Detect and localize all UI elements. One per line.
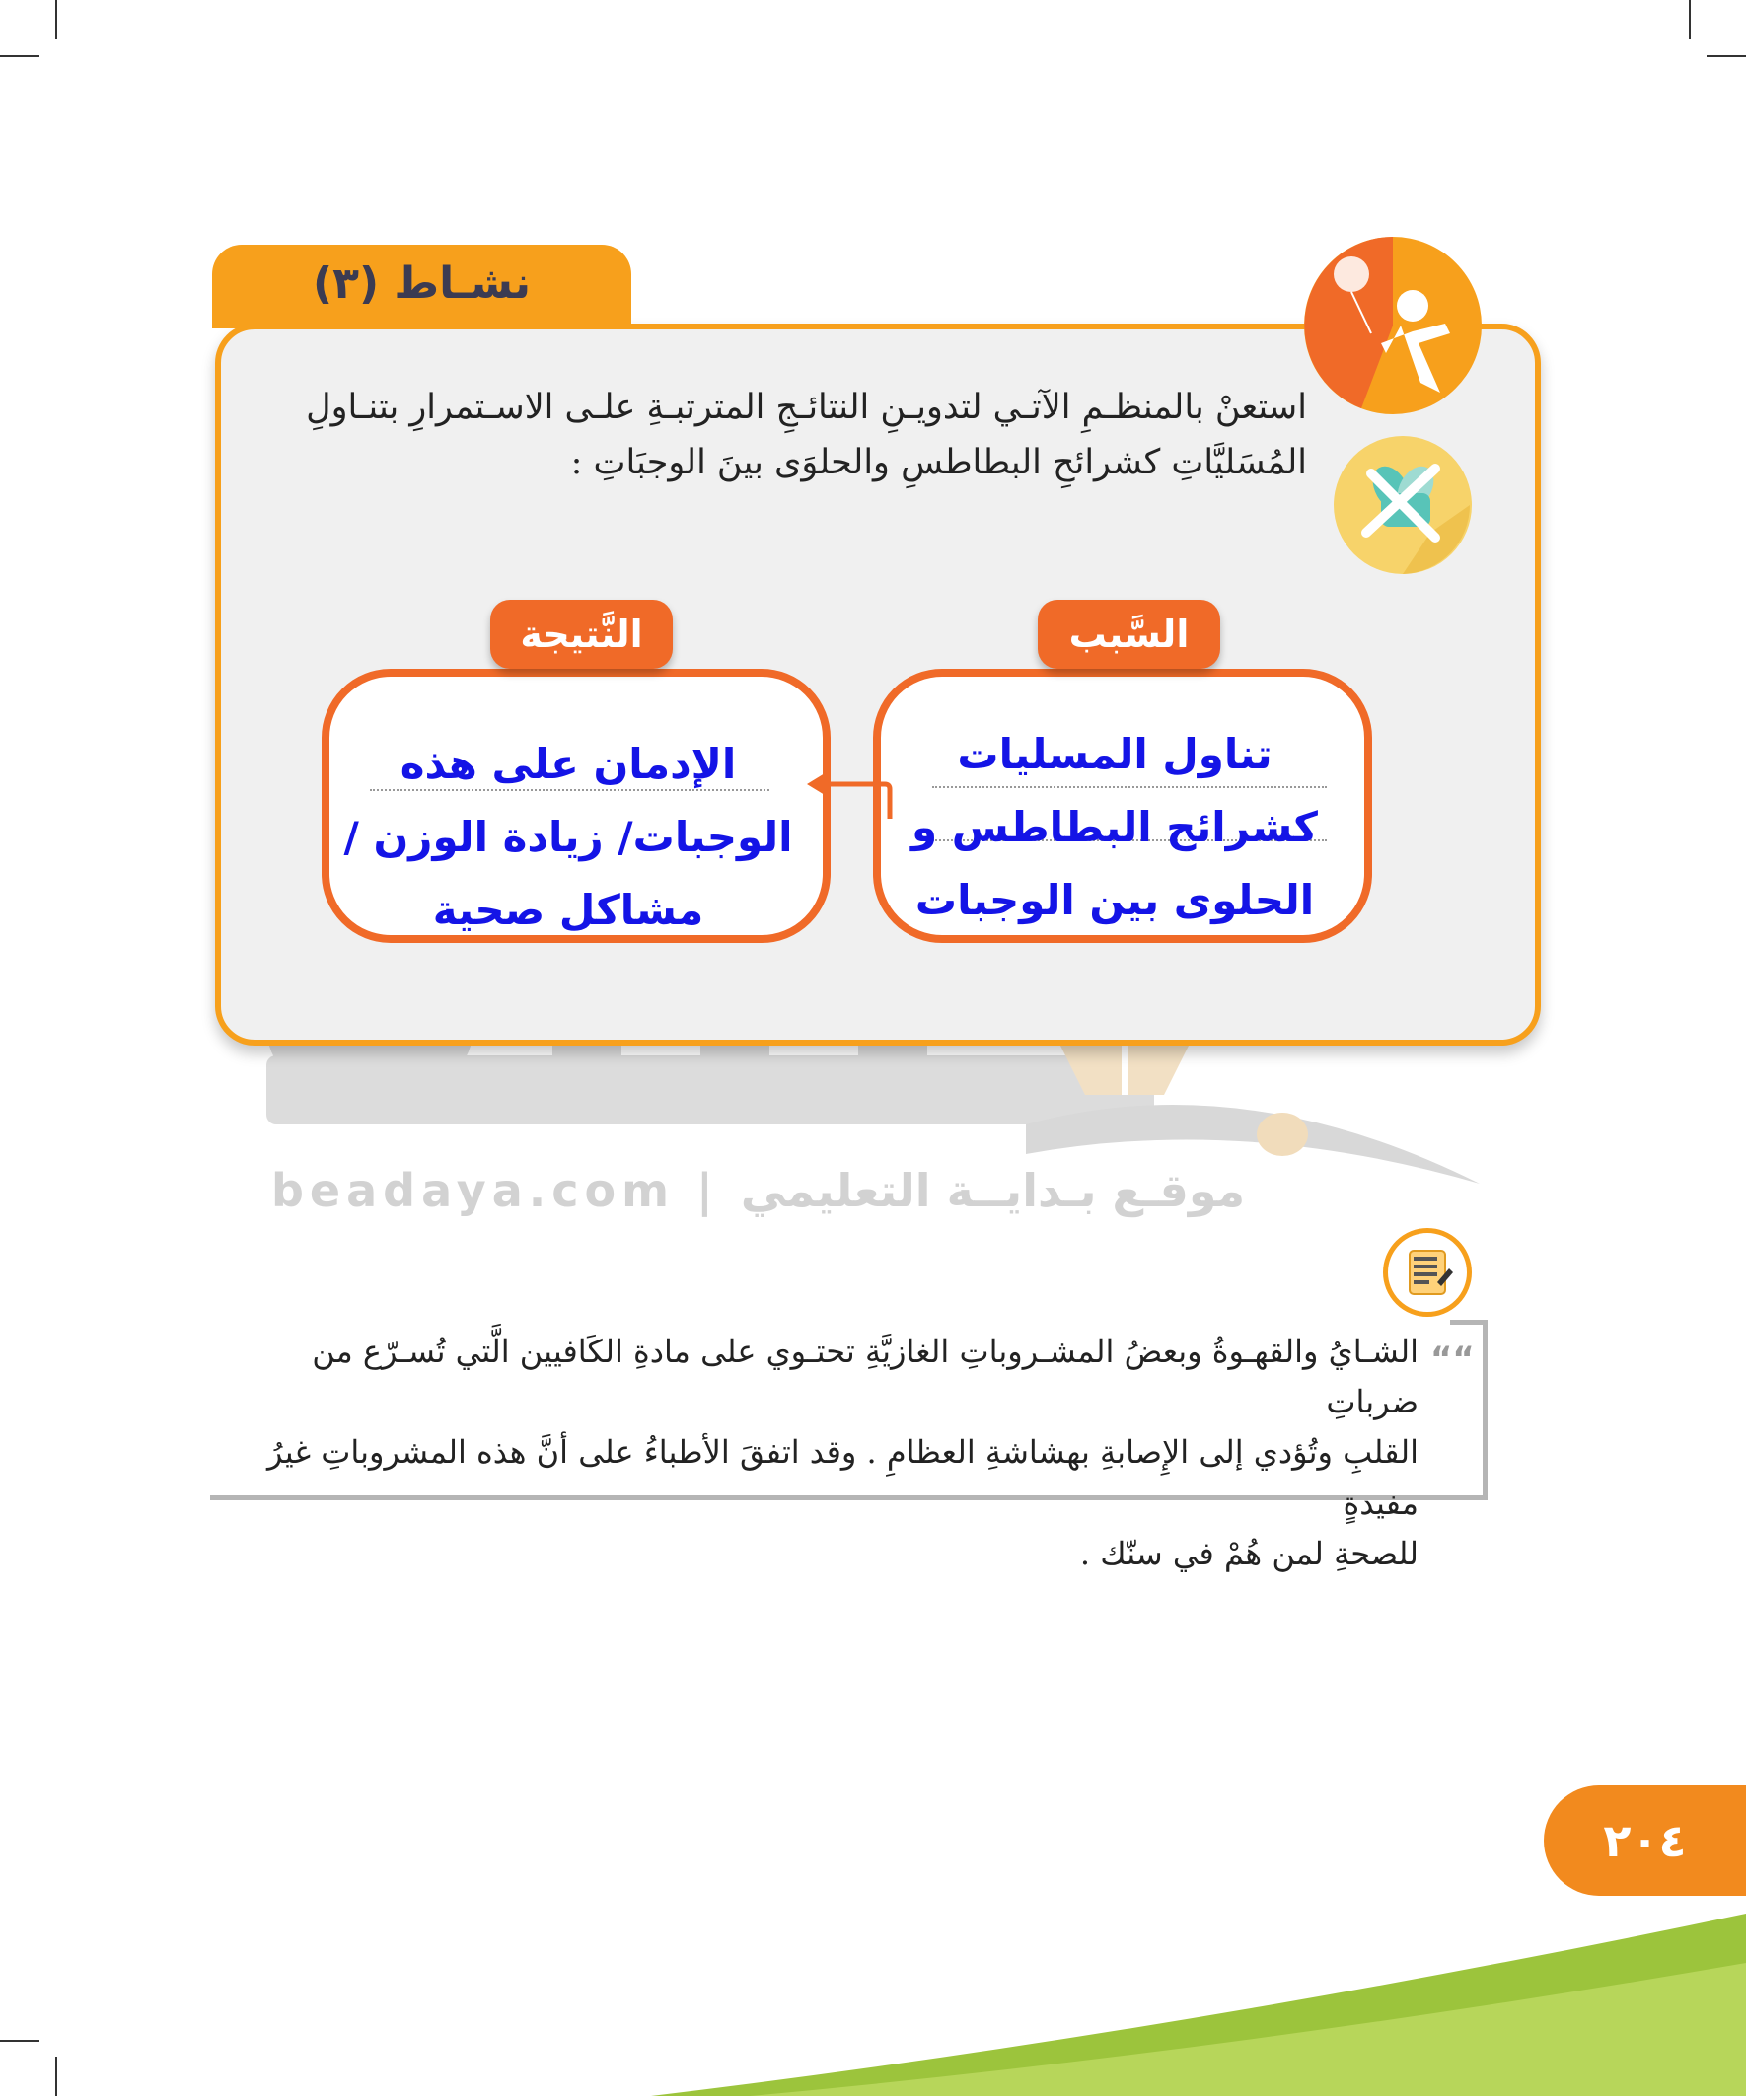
result-line-1: الإدمان على هذه [400,740,737,788]
instruction-line-1: استعنْ بالمنظـمِ الآتـي لتدويـنِ النتائـجِ المترتبـةِ علـى الاسـتمرارِ بتنـاولِ [306,388,1307,427]
crop-mark [0,55,39,57]
crop-mark [55,0,57,39]
balloon-person-icon [1302,235,1485,417]
result-line-2: الوجبات/ زيادة الوزن / [343,813,793,861]
footer-swoosh [0,1894,1746,2096]
cause-label: السَّبب [1038,600,1220,669]
crop-mark [1707,55,1746,57]
result-text [331,728,805,947]
note-frame-top [1450,1320,1488,1325]
note-line-1: الشـايُ والقهـوةُ وبعضُ المشـروباتِ الغازيَّةِ تحتـوي على مادةِ الكَافيين الَّتي تُسـرّع من ضرباتِ [312,1333,1419,1421]
result-line-3: مشاكل صحية [432,886,704,934]
cause-line-2: كشرائح البطاطس و [910,803,1318,851]
watermark-caption: beadaya.com | موقـع بـدايــة التعليمي [271,1164,1246,1217]
page-number: ٢٠٤ [1544,1785,1746,1896]
instruction-line-2: المُسَليَّاتِ كشرائحِ البطاطسِ والحلوَى بينَ الوجبَاتِ : [570,443,1307,482]
activity-title: نشـاط (٣) [313,258,531,309]
activity-tab [212,245,631,328]
note-line-2: القلبِ وتُؤدي إلى الإِصابةِ بهشاشةِ العظامِ . وقد اتفقَ الأطباءُ على أنَّ هذه المشروباتِ غيرُ مفيدةٍ [267,1433,1419,1522]
note-line-3: للصحةِ لمن هُمْ في سنّك . [1079,1534,1419,1572]
notepad-icon [1383,1228,1472,1317]
crop-mark [1689,0,1691,39]
cause-line-3: الحلوى بين الوجبات [914,876,1315,924]
quote-icon: ““ [1430,1340,1475,1379]
note-text [235,1327,1419,1579]
no-snacks-icon [1332,434,1475,577]
result-label: النَّتيجة [490,600,673,669]
cause-text [893,718,1337,937]
activity-instruction [237,380,1307,490]
cause-line-1: تناول المسليات [957,730,1273,778]
arrow-icon [801,760,909,829]
